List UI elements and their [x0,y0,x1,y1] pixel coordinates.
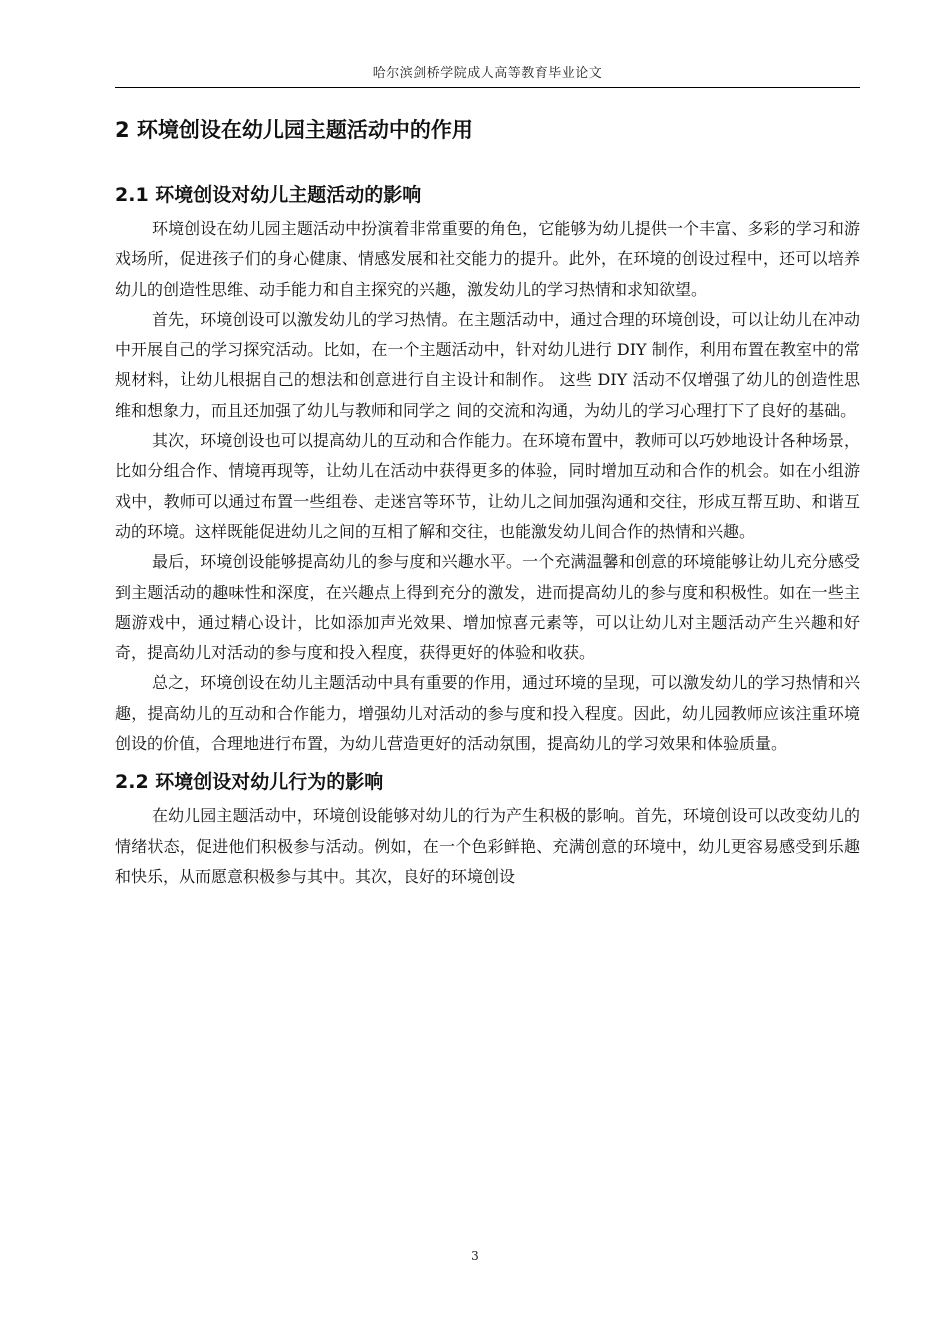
page-body [115,110,860,892]
section-title: 2.2 环境创设对幼儿行为的影响 [115,771,384,794]
page-number: 3 [471,1249,479,1263]
paragraph: 总之，环境创设在幼儿主题活动中具有重要的作用，通过环境的呈现，可以激发幼儿的学习热情和兴趣，提高幼儿的互动和合作能力，增强幼儿对活动的参与度和投入程度。因此，幼儿园教师应该注重环境创设的价值，合理地进行布置，为幼儿营造更好的活动氛围，提高幼儿的学习效果和体验质量。 [115,673,860,754]
chapter-title: 2 环境创设在幼儿园主题活动中的作用 [115,118,473,142]
header-rule [115,87,860,88]
paragraph: 在幼儿园主题活动中，环境创设能够对幼儿的行为产生积极的影响。首先，环境创设可以改变幼儿的情绪状态，促进他们积极参与活动。例如，在一个色彩鲜艳、充满创意的环境中，幼儿更容易感受到乐趣和快乐，从而愿意积极参与其中。其次，良好的环境创设 [115,806,860,886]
paragraph: 最后，环境创设能够提高幼儿的参与度和兴趣水平。一个充满温馨和创意的环境能够让幼儿充分感受到主题活动的趣味性和深度，在兴趣点上得到充分的激发，进而提高幼儿的参与度和积极性。如在一些主题游戏中，通过精心设计，比如添加声光效果、增加惊喜元素等，可以让幼儿对主题活动产生兴趣和好奇，提高幼儿对活动的参与度和投入程度，获得更好的体验和收获。 [115,552,860,663]
section-title: 2.1 环境创设对幼儿主题活动的影响 [115,184,422,206]
paragraph: 其次，环境创设也可以提高幼儿的互动和合作能力。在环境布置中，教师可以巧妙地设计各种场景，比如分组合作、情境再现等，让幼儿在活动中获得更多的体验，同时增加互动和合作的机会。如在小组游戏中，教师可以通过布置一些组卷、走迷宫等环节，让幼儿之间加强沟通和交往，形成互帮互助、和谐互动的环境。这样既能促进幼儿之间的互相了解和交往，也能激发幼儿间合作的热情和兴趣。 [115,431,860,541]
paragraph: 首先，环境创设可以激发幼儿的学习热情。在主题活动中，通过合理的环境创设，可以让幼儿在冲动中开展自己的学习探究活动。比如，在一个主题活动中，针对幼儿进行 DIY 制作，利用布置在教室中的常规材料，让幼儿根据自己的想法和创意进行自主设计和制作。 这些 DIY 活动不仅增强了幼儿的创造性思维和想象力，而且还加强了幼儿与教师和同学之 间的交流和沟通，为幼儿的学习心理打下了良好的基础。 [115,309,860,420]
paragraph: 环境创设在幼儿园主题活动中扮演着非常重要的角色，它能够为幼儿提供一个丰富、多彩的学习和游戏场所，促进孩子们的身心健康、情感发展和社交能力的提升。此外，在环境的创设过程中，还可以培养幼儿的创造性思维、动手能力和自主探究的兴趣，激发幼儿的学习热情和求知欲望。 [115,219,860,299]
running-header: 哈尔滨剑桥学院成人高等教育毕业论文 [372,66,603,81]
